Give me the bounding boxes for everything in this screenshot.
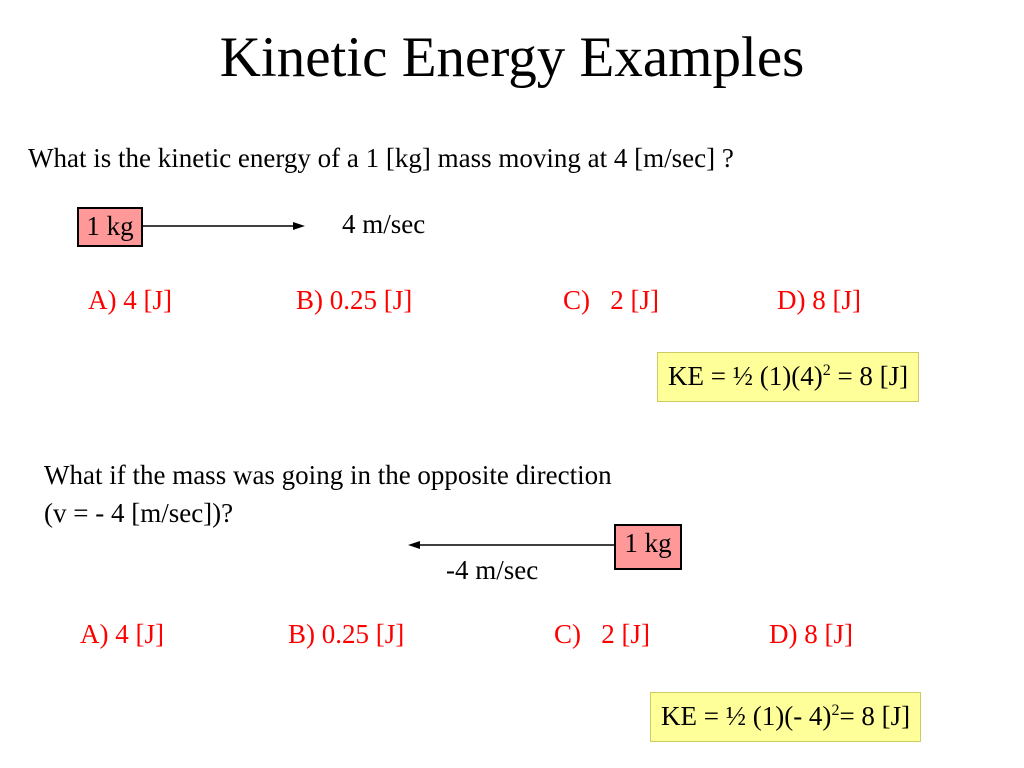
question-2-line-1: What if the mass was going in the opposite direction xyxy=(44,460,612,490)
mass-label-1: 1 kg xyxy=(86,211,134,241)
mass-label-2: 1 kg xyxy=(624,528,672,558)
answer-1-prefix: KE = ½ (1)(4) xyxy=(668,361,823,391)
choice-1b[interactable]: B) 0.25 [J] xyxy=(296,285,413,315)
choice-2b[interactable]: B) 0.25 [J] xyxy=(288,619,405,649)
question-1: What is the kinetic energy of a 1 [kg] mass moving at 4 [m/sec] ? xyxy=(28,143,734,173)
answer-box-1 xyxy=(657,352,919,402)
answer-box-2 xyxy=(650,692,921,742)
mass-box-1 xyxy=(77,207,143,247)
answer-2-exponent: 2 xyxy=(831,702,840,719)
answer-1-exponent: 2 xyxy=(822,362,831,379)
velocity-label-1: 4 m/sec xyxy=(342,209,426,239)
mass-box-2 xyxy=(614,524,682,570)
choice-2d[interactable]: D) 8 [J] xyxy=(769,619,853,649)
answer-2-suffix: = 8 [J] xyxy=(839,701,911,731)
slide-title: Kinetic Energy Examples xyxy=(219,26,805,89)
choice-2a[interactable]: A) 4 [J] xyxy=(80,619,164,649)
answer-1-suffix: = 8 [J] xyxy=(830,361,909,391)
question-2-line-2: (v = - 4 [m/sec])? xyxy=(44,498,234,528)
choice-1a[interactable]: A) 4 [J] xyxy=(88,285,172,315)
choice-2c[interactable]: C) 2 [J] xyxy=(554,619,650,649)
velocity-arrow-left xyxy=(404,537,616,553)
velocity-label-2: -4 m/sec xyxy=(446,555,539,585)
answer-2-prefix: KE = ½ (1)(- 4) xyxy=(661,701,832,731)
choice-1d[interactable]: D) 8 [J] xyxy=(777,285,861,315)
choice-1c[interactable]: C) 2 [J] xyxy=(563,285,659,315)
velocity-arrow-right xyxy=(143,218,313,234)
